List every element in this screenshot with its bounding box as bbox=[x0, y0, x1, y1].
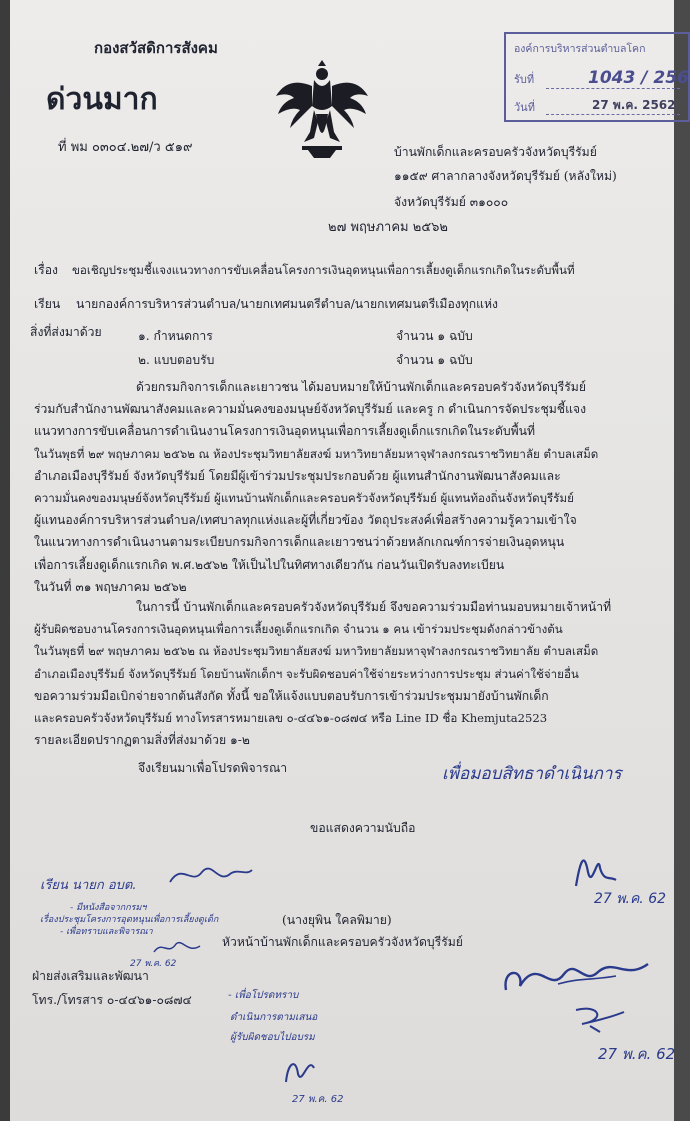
handwritten-date-right: 27 พ.ค. 62 bbox=[594, 891, 667, 907]
handwritten-addressee: เรียน นายก อบต. bbox=[40, 878, 137, 893]
subject-label: เรื่อง bbox=[34, 263, 58, 277]
signature-large-icon bbox=[498, 950, 668, 1004]
paragraph-1-line: ในวันที่ ๓๑ พฤษภาคม ๒๕๖๒ bbox=[34, 579, 187, 594]
paragraph-1-line: ความมั่นคงของมนุษย์จังหวัดบุรีรัมย์ ผู้แทนบ้านพักเด็กและครอบครัวจังหวัดบุรีรัมย์ ผู้แทนท้องถิ่นจังหวัดบุรีรัมย์ bbox=[34, 491, 574, 506]
stamp-date-label: วันที่ bbox=[514, 101, 535, 114]
sender-line-2: ๑๑๕๙ ศาลากลางจังหวัดบุรีรัมย์ (หลังใหม่) bbox=[394, 169, 617, 183]
sender-line-1: บ้านพักเด็กและครอบครัวจังหวัดบุรีรัมย์ bbox=[394, 145, 597, 159]
to-label: เรียน bbox=[34, 297, 61, 311]
attachments-label: สิ่งที่ส่งมาด้วย bbox=[30, 325, 102, 339]
footer-unit: ฝ่ายส่งเสริมและพัฒนา bbox=[32, 969, 149, 983]
regards-text: ขอแสดงความนับถือ bbox=[310, 821, 416, 835]
letter-date: ๒๗ พฤษภาคม ๒๕๖๒ bbox=[328, 220, 448, 235]
attachment-qty-1: จำนวน ๑ ฉบับ bbox=[396, 329, 473, 343]
initial-mark-icon bbox=[150, 936, 204, 958]
attachment-qty-2: จำนวน ๑ ฉบับ bbox=[396, 353, 473, 367]
handwritten-date-center: 27 พ.ค. 62 bbox=[292, 1094, 344, 1105]
stamp-recv-label: รับที่ bbox=[514, 73, 535, 86]
received-stamp bbox=[504, 32, 690, 122]
body-paragraph-1 bbox=[34, 376, 598, 598]
paragraph-1-line: อำเภอเมืองบุรีรัมย์ จังหวัดบุรีรัมย์ โดยมีผู้เข้าร่วมประชุมประกอบด้วย ผู้แทนสำนักงานพัฒนาสังคมและ bbox=[34, 468, 561, 483]
paragraph-1-line: แนวทางการขับเคลื่อนการดำเนินงานโครงการเงินอุดหนุนเพื่อการเลี้ยงดูเด็กแรกเกิดในระดับพื้นที่ bbox=[34, 424, 536, 439]
paragraph-1-line: ผู้แทนองค์การบริหารส่วนตำบล/เทศบาลทุกแห่งและผู้ที่เกี่ยวข้อง วัตถุประสงค์เพื่อสร้างความรู้ความเข้าใจ bbox=[34, 513, 577, 528]
paragraph-2-line: ในวันพุธที่ ๒๙ พฤษภาคม ๒๕๖๒ ณ ห้องประชุมวิทยาลัยสงฆ์ มหาวิทยาลัยมหาจุฬาลงกรณราชวิทยาลัย ตำบลเสม็ด bbox=[34, 644, 599, 659]
reference-number: ที่ พม ๐๓๐๔.๒๗/ว ๕๑๙ bbox=[58, 140, 193, 155]
paragraph-1-line: ในวันพุธที่ ๒๙ พฤษภาคม ๒๕๖๒ ณ ห้องประชุมวิทยาลัยสงฆ์ มหาวิทยาลัยมหาจุฬาลงกรณราชวิทยาลัย ตำบลเสม็ด bbox=[34, 446, 599, 461]
signature-small-icon bbox=[570, 1002, 630, 1034]
handwritten-note: เพื่อมอบสิทธาดำเนินการ bbox=[442, 764, 622, 784]
signer-name: (นางยุพิน ใคลพิมาย) bbox=[282, 913, 392, 927]
handwritten-note-left-3: - เพื่อทราบและพิจารณา bbox=[60, 927, 153, 937]
handwritten-date-left: 27 พ.ค. 62 bbox=[130, 959, 177, 969]
scan-edge bbox=[0, 0, 10, 1121]
paragraph-2-line: และครอบครัวจังหวัดบุรีรัมย์ ทางโทรสารหมายเลข ๐-๔๔๖๑-๐๘๗๔ หรือ Line ID ชื่อ Khemjuta2523 bbox=[34, 711, 548, 726]
sender-line-3: จังหวัดบุรีรัมย์ ๓๑๐๐๐ bbox=[394, 195, 509, 209]
to-text: นายกองค์การบริหารส่วนตำบล/นายกเทศมนตรีตำบล/นายกเทศมนตรีเมืองทุกแห่ง bbox=[76, 297, 498, 311]
department-name: กองสวัสดิการสังคม bbox=[94, 39, 218, 57]
paragraph-1-line: ด้วยกรมกิจการเด็กและเยาวชน ได้มอบหมายให้บ้านพักเด็กและครอบครัวจังหวัดบุรีรัมย์ bbox=[136, 380, 586, 394]
handwritten-note-left-1: - มีหนังสือจากกรมฯ bbox=[70, 903, 147, 913]
garuda-emblem-icon bbox=[274, 62, 370, 162]
attachment-name-2: ๒. แบบตอบรับ bbox=[138, 353, 215, 367]
stamp-date: 27 พ.ค. 2562 bbox=[592, 98, 676, 112]
signature-mark-icon bbox=[570, 842, 620, 892]
handwritten-note-center-1: - เพื่อโปรดทราบ bbox=[228, 990, 299, 1001]
paragraph-1-line: ในแนวทางการดำเนินงานตามระเบียบกรมกิจการเด็กและเยาวชนว่าด้วยหลักเกณฑ์การจ่ายเงินอุดหนุน bbox=[34, 535, 565, 550]
paragraph-1-line: เพื่อการเลี้ยงดูเด็กแรกเกิด พ.ศ.๒๕๖๒ ให้เป็นไปในทิศทางเดียวกัน ก่อนวันเปิดรับลงทะเบียน bbox=[34, 557, 505, 572]
handwritten-note-center-3: ผู้รับผิดชอบไปอบรม bbox=[230, 1032, 315, 1043]
body-paragraph-2 bbox=[34, 596, 611, 751]
paragraph-2-line: ขอความร่วมมือเบิกจ่ายจากต้นสังกัด ทั้งนี้ ขอให้แจ้งแบบตอบรับการเข้าร่วมประชุมมายังบ้านพักเด็ก bbox=[34, 688, 549, 703]
handwritten-note-left-2: เรื่องประชุมโครงการอุดหนุนเพื่อการเลี้ยงดูเด็ก bbox=[40, 915, 219, 925]
paragraph-2-line: ในการนี้ บ้านพักเด็กและครอบครัวจังหวัดบุรีรัมย์ จึงขอความร่วมมือท่านมอบหมายเจ้าหน้าที่ bbox=[136, 600, 612, 614]
paragraph-2-line: ผู้รับผิดชอบงานโครงการเงินอุดหนุนเพื่อการเลี้ยงดูเด็กแรกเกิด จำนวน ๑ คน เข้าร่วมประชุมดังกล่าวข้างต้น bbox=[34, 622, 563, 637]
handwritten-note-center-2: ดำเนินการตามเสนอ bbox=[230, 1012, 318, 1023]
handwritten-date-bottom-right: 27 พ.ค. 62 bbox=[598, 1045, 676, 1063]
closing-line: จึงเรียนมาเพื่อโปรดพิจารณา bbox=[138, 761, 288, 775]
signature-main-icon bbox=[166, 860, 256, 890]
paragraph-2-line: อำเภอเมืองบุรีรัมย์ จังหวัดบุรีรัมย์ โดยบ้านพักเด็กฯ จะรับผิดชอบค่าใช้จ่ายระหว่างการประชุม ส่วนค่าใช้จ่ายอื่น bbox=[34, 666, 579, 681]
subject-text: ขอเชิญประชุมชี้แจงแนวทางการขับเคลื่อนโครงการเงินอุดหนุนเพื่อการเลี้ยงดูเด็กแรกเกิดในระดับพื้นที่ bbox=[72, 263, 575, 277]
signature-center-icon bbox=[280, 1048, 320, 1088]
urgency-label: ด่วนมาก bbox=[46, 82, 158, 117]
stamp-org: องค์การบริหารส่วนตำบลโคก bbox=[514, 43, 646, 55]
document-page bbox=[10, 0, 689, 1121]
attachment-name-1: ๑. กำหนดการ bbox=[138, 329, 213, 343]
signer-title: หัวหน้าบ้านพักเด็กและครอบครัวจังหวัดบุรีรัมย์ bbox=[222, 935, 463, 949]
stamp-recv-number: 1043 / 256 bbox=[588, 68, 689, 88]
paragraph-1-line: ร่วมกับสำนักงานพัฒนาสังคมและความมั่นคงของมนุษย์จังหวัดบุรีรัมย์ และครู ก ดำเนินการจัดประชุมชี้แจง bbox=[34, 402, 587, 417]
paragraph-2-line: รายละเอียดปรากฏตามสิ่งที่ส่งมาด้วย ๑-๒ bbox=[34, 733, 250, 748]
footer-phone: โทร./โทรสาร ๐-๔๔๖๑-๐๘๗๔ bbox=[32, 993, 192, 1007]
